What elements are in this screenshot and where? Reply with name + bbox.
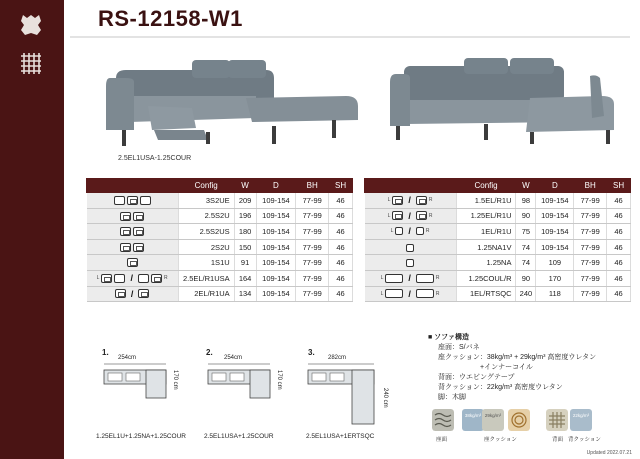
icon-column-header	[87, 179, 179, 193]
width-cell: 134	[234, 286, 256, 302]
diagram-number: 3.	[308, 348, 315, 357]
config-cell: 1.5EL/R1U	[456, 193, 516, 209]
table-row	[87, 239, 353, 255]
width-cell: 98	[516, 193, 536, 209]
depth-cell: 109-154	[256, 286, 296, 302]
depth-cell: 109-154	[536, 193, 574, 209]
photo-caption: 2.5EL1USA-1.25COUR	[118, 155, 192, 162]
width-cell: 196	[234, 208, 256, 224]
diagram-number: 2.	[206, 348, 213, 357]
product-code-title: RS-12158-W1	[98, 6, 243, 31]
webbing-back-icon	[546, 409, 568, 431]
depth-header: D	[256, 179, 296, 193]
seat-cushion-38-icon: 38kg/m³	[462, 409, 484, 431]
back-height-cell: 77-99	[574, 255, 607, 271]
diagram-depth: 240 cm	[382, 388, 388, 408]
diagram-caption: 2.5EL1USA+1ERTSQC	[306, 433, 375, 440]
table-header-row	[87, 179, 353, 193]
width-cell: 90	[516, 270, 536, 286]
table-row	[365, 286, 631, 302]
leather-hide-icon	[17, 12, 45, 38]
construction-line: 背クッション：22kg/m³ 高密度ウレタン	[438, 384, 563, 391]
width-cell: 75	[516, 224, 536, 240]
depth-cell: 109-154	[536, 224, 574, 240]
seat-height-cell: 46	[607, 270, 631, 286]
config-diagram-icon	[87, 224, 179, 240]
config-diagram-icon	[87, 193, 179, 209]
back-height-header: BH	[574, 179, 607, 193]
construction-line: 座面：S/バネ	[438, 344, 480, 351]
config-diagram-icon: L / R	[365, 270, 457, 286]
depth-cell: 109-154	[256, 193, 296, 209]
width-cell: 91	[234, 255, 256, 271]
seat-height-cell: 46	[607, 224, 631, 240]
diagram-caption: 1.25EL1U+1.25NA+1.25COUR	[96, 433, 186, 440]
width-cell: 180	[234, 224, 256, 240]
seat-height-cell: 46	[329, 239, 353, 255]
depth-cell: 109-154	[256, 255, 296, 271]
config-cell: 1EL/R1U	[456, 224, 516, 240]
config-cell: 1.25EL/R1U	[456, 208, 516, 224]
back-height-header: BH	[296, 179, 329, 193]
config-header: Config	[178, 179, 234, 193]
seat-height-cell: 46	[607, 193, 631, 209]
config-cell: 1.25COUL/R	[456, 270, 516, 286]
material-icons	[428, 409, 628, 449]
material-label: 背クッション	[568, 437, 601, 443]
seat-height-header: SH	[607, 179, 631, 193]
layout-plan-2	[204, 362, 274, 400]
back-height-cell: 77-99	[574, 239, 607, 255]
material-label: 座面	[436, 437, 448, 443]
width-cell: 74	[516, 239, 536, 255]
table-row	[87, 193, 353, 209]
back-height-cell: 77-99	[296, 239, 329, 255]
seat-height-cell: 46	[329, 208, 353, 224]
config-cell: 2.5S2U	[178, 208, 234, 224]
config-cell: 1.25NA	[456, 255, 516, 271]
table-row	[365, 239, 631, 255]
construction-line: 背面：ウエビングテープ	[438, 374, 515, 381]
width-cell: 90	[516, 208, 536, 224]
config-diagram-icon: /	[87, 286, 179, 302]
seat-height-cell: 46	[329, 270, 353, 286]
diagram-width: 282cm	[328, 355, 347, 361]
config-diagram-icon: L / R	[365, 224, 457, 240]
seat-height-cell: 46	[607, 239, 631, 255]
title-divider	[70, 36, 630, 38]
back-cushion-22-icon: 22kg/m³	[570, 409, 592, 431]
config-cell: 2EL/R1UA	[178, 286, 234, 302]
back-height-cell: 77-99	[574, 270, 607, 286]
config-cell: 1S1U	[178, 255, 234, 271]
icon-column-header	[365, 179, 457, 193]
table-row	[87, 286, 353, 302]
back-height-cell: 77-99	[296, 270, 329, 286]
config-diagram-icon: L / R	[365, 286, 457, 302]
construction-notes	[428, 333, 628, 403]
config-diagram-icon	[365, 255, 457, 271]
config-diagram-icon	[87, 239, 179, 255]
table-row	[365, 224, 631, 240]
construction-line: 座クッション：38kg/m³ + 29kg/m³ 高密度ウレタン	[438, 354, 597, 361]
config-cell: 2S2U	[178, 239, 234, 255]
width-cell: 240	[516, 286, 536, 302]
table-row	[87, 255, 353, 271]
depth-cell: 109-154	[256, 224, 296, 240]
table-row	[365, 208, 631, 224]
seat-height-cell: 46	[329, 224, 353, 240]
seat-height-cell: 46	[329, 193, 353, 209]
width-cell: 150	[234, 239, 256, 255]
table-row	[87, 224, 353, 240]
depth-cell: 109	[536, 255, 574, 271]
depth-cell: 109-154	[536, 239, 574, 255]
table-header-row	[365, 179, 631, 193]
sofa-photo-upright	[380, 56, 630, 156]
back-height-cell: 77-99	[574, 193, 607, 209]
s-spring-seat-icon	[432, 409, 454, 431]
diagram-depth: 170 cm	[276, 370, 282, 390]
table-row	[365, 255, 631, 271]
back-height-cell: 77-99	[296, 224, 329, 240]
back-height-cell: 77-99	[574, 224, 607, 240]
seat-height-cell: 46	[329, 286, 353, 302]
config-diagram-icon: L / R	[365, 208, 457, 224]
diagram-caption: 2.5EL1USA+1.25COUR	[204, 433, 274, 440]
table-row	[365, 193, 631, 209]
width-cell: 74	[516, 255, 536, 271]
layout-plan-3	[304, 362, 378, 428]
seat-height-cell: 46	[607, 286, 631, 302]
config-cell: 2.5S2US	[178, 224, 234, 240]
material-label: 背面	[552, 437, 564, 443]
diagram-width: 254cm	[224, 355, 243, 361]
config-diagram-icon: L / R	[87, 270, 179, 286]
seat-height-header: SH	[329, 179, 353, 193]
config-cell: 1.25NA1V	[456, 239, 516, 255]
depth-cell: 109-154	[256, 270, 296, 286]
diagram-number: 1.	[102, 348, 109, 357]
spec-table-right	[364, 178, 631, 302]
construction-heading: ■ ソファ構造	[428, 334, 470, 341]
width-header: W	[516, 179, 536, 193]
config-cell: 2.5EL/R1USA	[178, 270, 234, 286]
width-cell: 209	[234, 193, 256, 209]
depth-cell: 170	[536, 270, 574, 286]
back-height-cell: 77-99	[574, 286, 607, 302]
diagram-depth: 170 cm	[172, 370, 178, 390]
depth-cell: 109-154	[256, 208, 296, 224]
sofa-photo-reclined	[96, 56, 376, 156]
back-height-cell: 77-99	[296, 193, 329, 209]
layout-plan-1	[100, 362, 170, 400]
config-diagram-icon	[87, 208, 179, 224]
width-cell: 164	[234, 270, 256, 286]
construction-line: 脚：木脚	[438, 394, 466, 401]
config-header: Config	[456, 179, 516, 193]
construction-line: +インナーコイル	[480, 364, 533, 371]
config-diagram-icon: L / R	[365, 193, 457, 209]
back-height-cell: 77-99	[296, 286, 329, 302]
sidebar	[0, 0, 64, 459]
back-height-cell: 77-99	[296, 208, 329, 224]
config-diagram-icon	[87, 255, 179, 271]
material-label: 座クッション	[484, 437, 517, 443]
seat-height-cell: 46	[329, 255, 353, 271]
updated-date: Updated 2022.07.21	[586, 450, 632, 456]
inner-coil-icon	[508, 409, 530, 431]
config-cell: 3S2UE	[178, 193, 234, 209]
table-row	[87, 208, 353, 224]
depth-cell: 109-154	[256, 239, 296, 255]
table-row	[365, 270, 631, 286]
back-height-cell: 77-99	[296, 255, 329, 271]
width-header: W	[234, 179, 256, 193]
spec-table-left	[86, 178, 353, 302]
fabric-weave-icon	[17, 50, 45, 76]
depth-cell: 118	[536, 286, 574, 302]
depth-header: D	[536, 179, 574, 193]
back-height-cell: 77-99	[574, 208, 607, 224]
depth-cell: 109-154	[536, 208, 574, 224]
config-diagram-icon	[365, 239, 457, 255]
seat-cushion-29-icon: 29kg/m³	[482, 409, 504, 431]
diagram-width: 254cm	[118, 355, 137, 361]
seat-height-cell: 46	[607, 255, 631, 271]
table-row	[87, 270, 353, 286]
config-cell: 1EL/RTSQC	[456, 286, 516, 302]
seat-height-cell: 46	[607, 208, 631, 224]
